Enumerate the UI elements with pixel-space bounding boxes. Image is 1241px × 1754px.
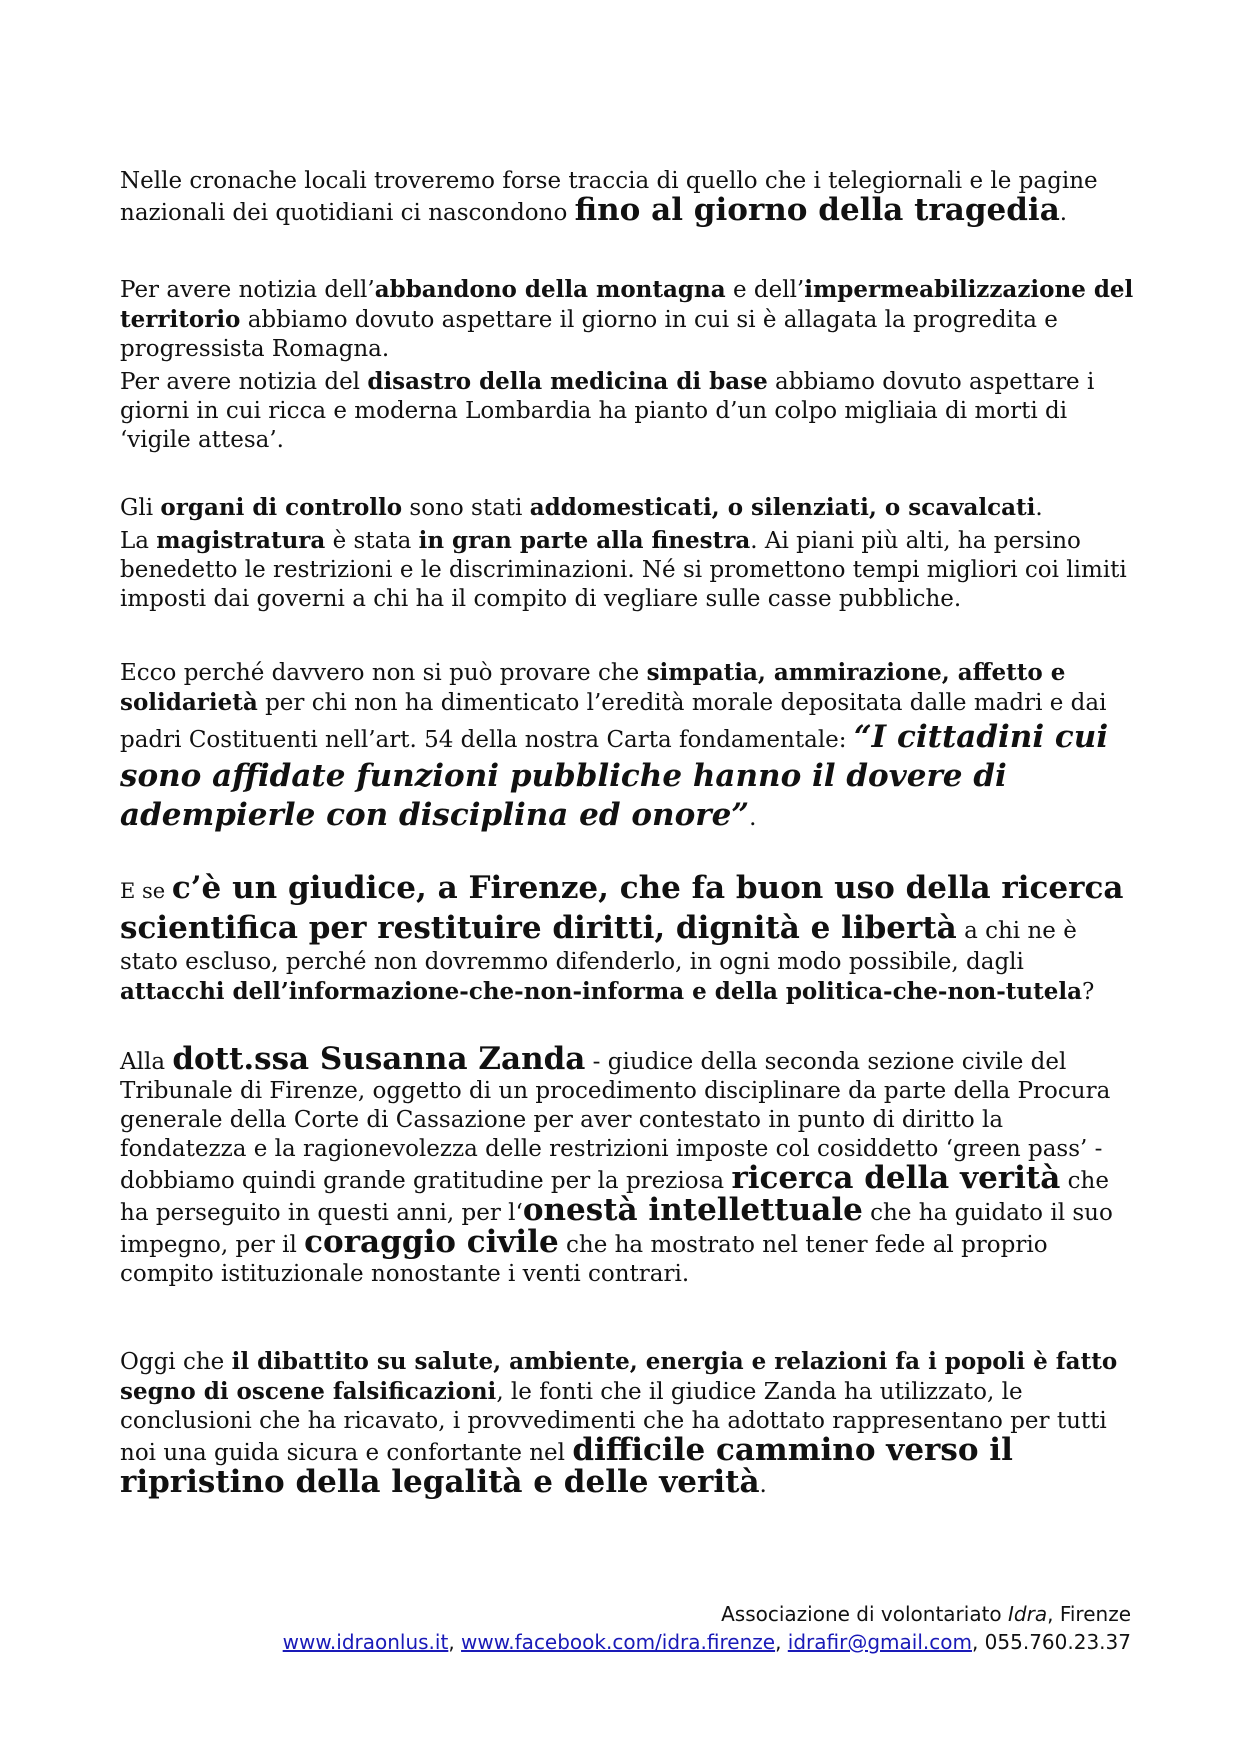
bold-text: disastro della medicina di base bbox=[367, 368, 768, 395]
text: Associazione di volontariato bbox=[721, 1602, 1009, 1626]
text: . bbox=[1059, 200, 1068, 226]
email-link[interactable]: idrafir@gmail.com bbox=[787, 1630, 972, 1654]
text: E se bbox=[120, 879, 172, 903]
text: abbiamo dovuto aspettare il giorno in cui si è allagata la progredita e progressista Romagna. bbox=[120, 307, 1058, 362]
constitution-quote: “I cittadini cui sono affidate funzioni pubbliche hanno il dovere di adempierle con disciplina ed onore” bbox=[120, 719, 1109, 833]
separator: , bbox=[448, 1630, 462, 1654]
paragraph-1 bbox=[120, 167, 1135, 228]
website-link[interactable]: www.idraonlus.it bbox=[282, 1630, 449, 1654]
phone-number: , 055.760.23.37 bbox=[971, 1630, 1131, 1654]
bold-text: simpatia, ammirazione, affetto e solidarietà bbox=[120, 659, 1066, 716]
paragraph-3 bbox=[120, 367, 1135, 455]
text: abbiamo dovuto aspettare i giorni in cui ricca e moderna Lombardia ha pianto d’un colpo migliaia di morti di ‘vigile attesa’. bbox=[120, 369, 1095, 453]
text: La bbox=[120, 528, 157, 554]
bold-text: in gran parte alla finestra bbox=[418, 527, 751, 554]
text: a chi ne è stato escluso, perché non dovremmo difenderlo, in ogni modo possibile, dagli bbox=[120, 918, 1077, 975]
association-name: Idra bbox=[1008, 1602, 1048, 1626]
paragraph-6 bbox=[120, 658, 1135, 835]
text: per chi non ha dimenticato l’eredità morale depositata dalle madri e dai padri Costituenti nell’art. 54 della nostra Carta fondamentale: bbox=[120, 690, 1107, 753]
text: , Firenze bbox=[1047, 1602, 1131, 1626]
text: che ha perseguito in questi anni, per l‘ bbox=[120, 1168, 1109, 1226]
text: Nelle cronache locali troveremo forse traccia di quello che i telegiornali e le pagine nazionali dei quotidiani ci nascondono bbox=[120, 168, 1098, 226]
text: è stata bbox=[325, 528, 419, 554]
text: ? bbox=[1082, 979, 1095, 1005]
emphasis-text: ricerca della verità bbox=[731, 1160, 1061, 1196]
text: Per avere notizia del bbox=[120, 369, 368, 395]
text: sono stati bbox=[402, 495, 530, 521]
text: che ha mostrato nel tener fede al proprio compito istituzionale nonostante i venti contrari. bbox=[120, 1232, 1048, 1287]
text: e dell’ bbox=[725, 277, 805, 303]
paragraph-9 bbox=[120, 1347, 1135, 1500]
text: Oggi che bbox=[120, 1349, 232, 1375]
bold-text: il dibattito su salute, ambiente, energia e relazioni fa i popoli è fatto segno di oscene falsificazioni bbox=[120, 1348, 1118, 1405]
text: Alla bbox=[120, 1049, 173, 1075]
facebook-link[interactable]: www.facebook.com/idra.firenze bbox=[461, 1630, 776, 1654]
bold-text: abbandono della montagna bbox=[374, 276, 726, 303]
paragraph-5 bbox=[120, 526, 1135, 614]
footer-association bbox=[283, 1600, 1131, 1628]
bold-text: organi di controllo bbox=[160, 494, 403, 521]
emphasis-text: coraggio civile bbox=[304, 1224, 559, 1260]
paragraph-8 bbox=[120, 1041, 1135, 1289]
bold-text: impermeabilizzazione del territorio bbox=[120, 276, 1134, 333]
bold-text: attacchi dell’informazione-che-non-informa e della politica-che-non-tutela bbox=[120, 978, 1083, 1005]
emphasis-text: fino al giorno della tragedia bbox=[574, 192, 1060, 228]
bold-text: magistratura bbox=[156, 527, 326, 554]
emphasis-text: onestà intellettuale bbox=[522, 1192, 863, 1228]
text: Ecco perché davvero non si può provare che bbox=[120, 660, 647, 686]
footer-contacts bbox=[283, 1628, 1131, 1656]
text: . Ai piani più alti, ha persino benedetto le restrizioni e le discriminazioni. Né si promettono tempi migliori coi limiti imposti dai governi a chi ha il compito di vegliare sulle casse pubbliche. bbox=[120, 528, 1127, 612]
text: - giudice della seconda sezione civile del Tribunale di Firenze, oggetto di un procedimento disciplinare da parte della Procura generale della Corte di Cassazione per aver contestato in punto di diritto la fondatezza e la ragionevolezza delle restrizioni imposte col cosiddetto ‘green pass’ - dobbiamo quindi grande gratitudine per la preziosa bbox=[120, 1049, 1111, 1194]
paragraph-7 bbox=[120, 868, 1135, 1007]
separator: , bbox=[775, 1630, 788, 1654]
paragraph-4 bbox=[120, 493, 1135, 523]
bold-text: addomesticati, o silenziati, o scavalcati bbox=[529, 494, 1036, 521]
text: . bbox=[759, 1472, 767, 1498]
emphasis-text: difficile cammino verso il ripristino della legalità e delle verità bbox=[120, 1432, 1013, 1500]
footer bbox=[283, 1600, 1131, 1656]
emphasis-text: c’è un giudice, a Firenze, che fa buon uso della ricerca scientifica per restituire diritti, dignità e libertà bbox=[120, 870, 1124, 946]
text: Gli bbox=[120, 495, 161, 521]
text: che ha guidato il suo impegno, per il bbox=[120, 1200, 1113, 1258]
judge-name: dott.ssa Susanna Zanda bbox=[172, 1041, 586, 1077]
text: . bbox=[1035, 495, 1043, 521]
paragraph-2 bbox=[120, 275, 1135, 364]
text: Per avere notizia dell’ bbox=[120, 277, 375, 303]
text: . bbox=[749, 805, 757, 831]
text: , le fonti che il giudice Zanda ha utilizzato, le conclusioni che ha ricavato, i provvedimenti che ha adottato rappresentano per tutti noi una guida sicura e confortante nel bbox=[120, 1379, 1107, 1466]
